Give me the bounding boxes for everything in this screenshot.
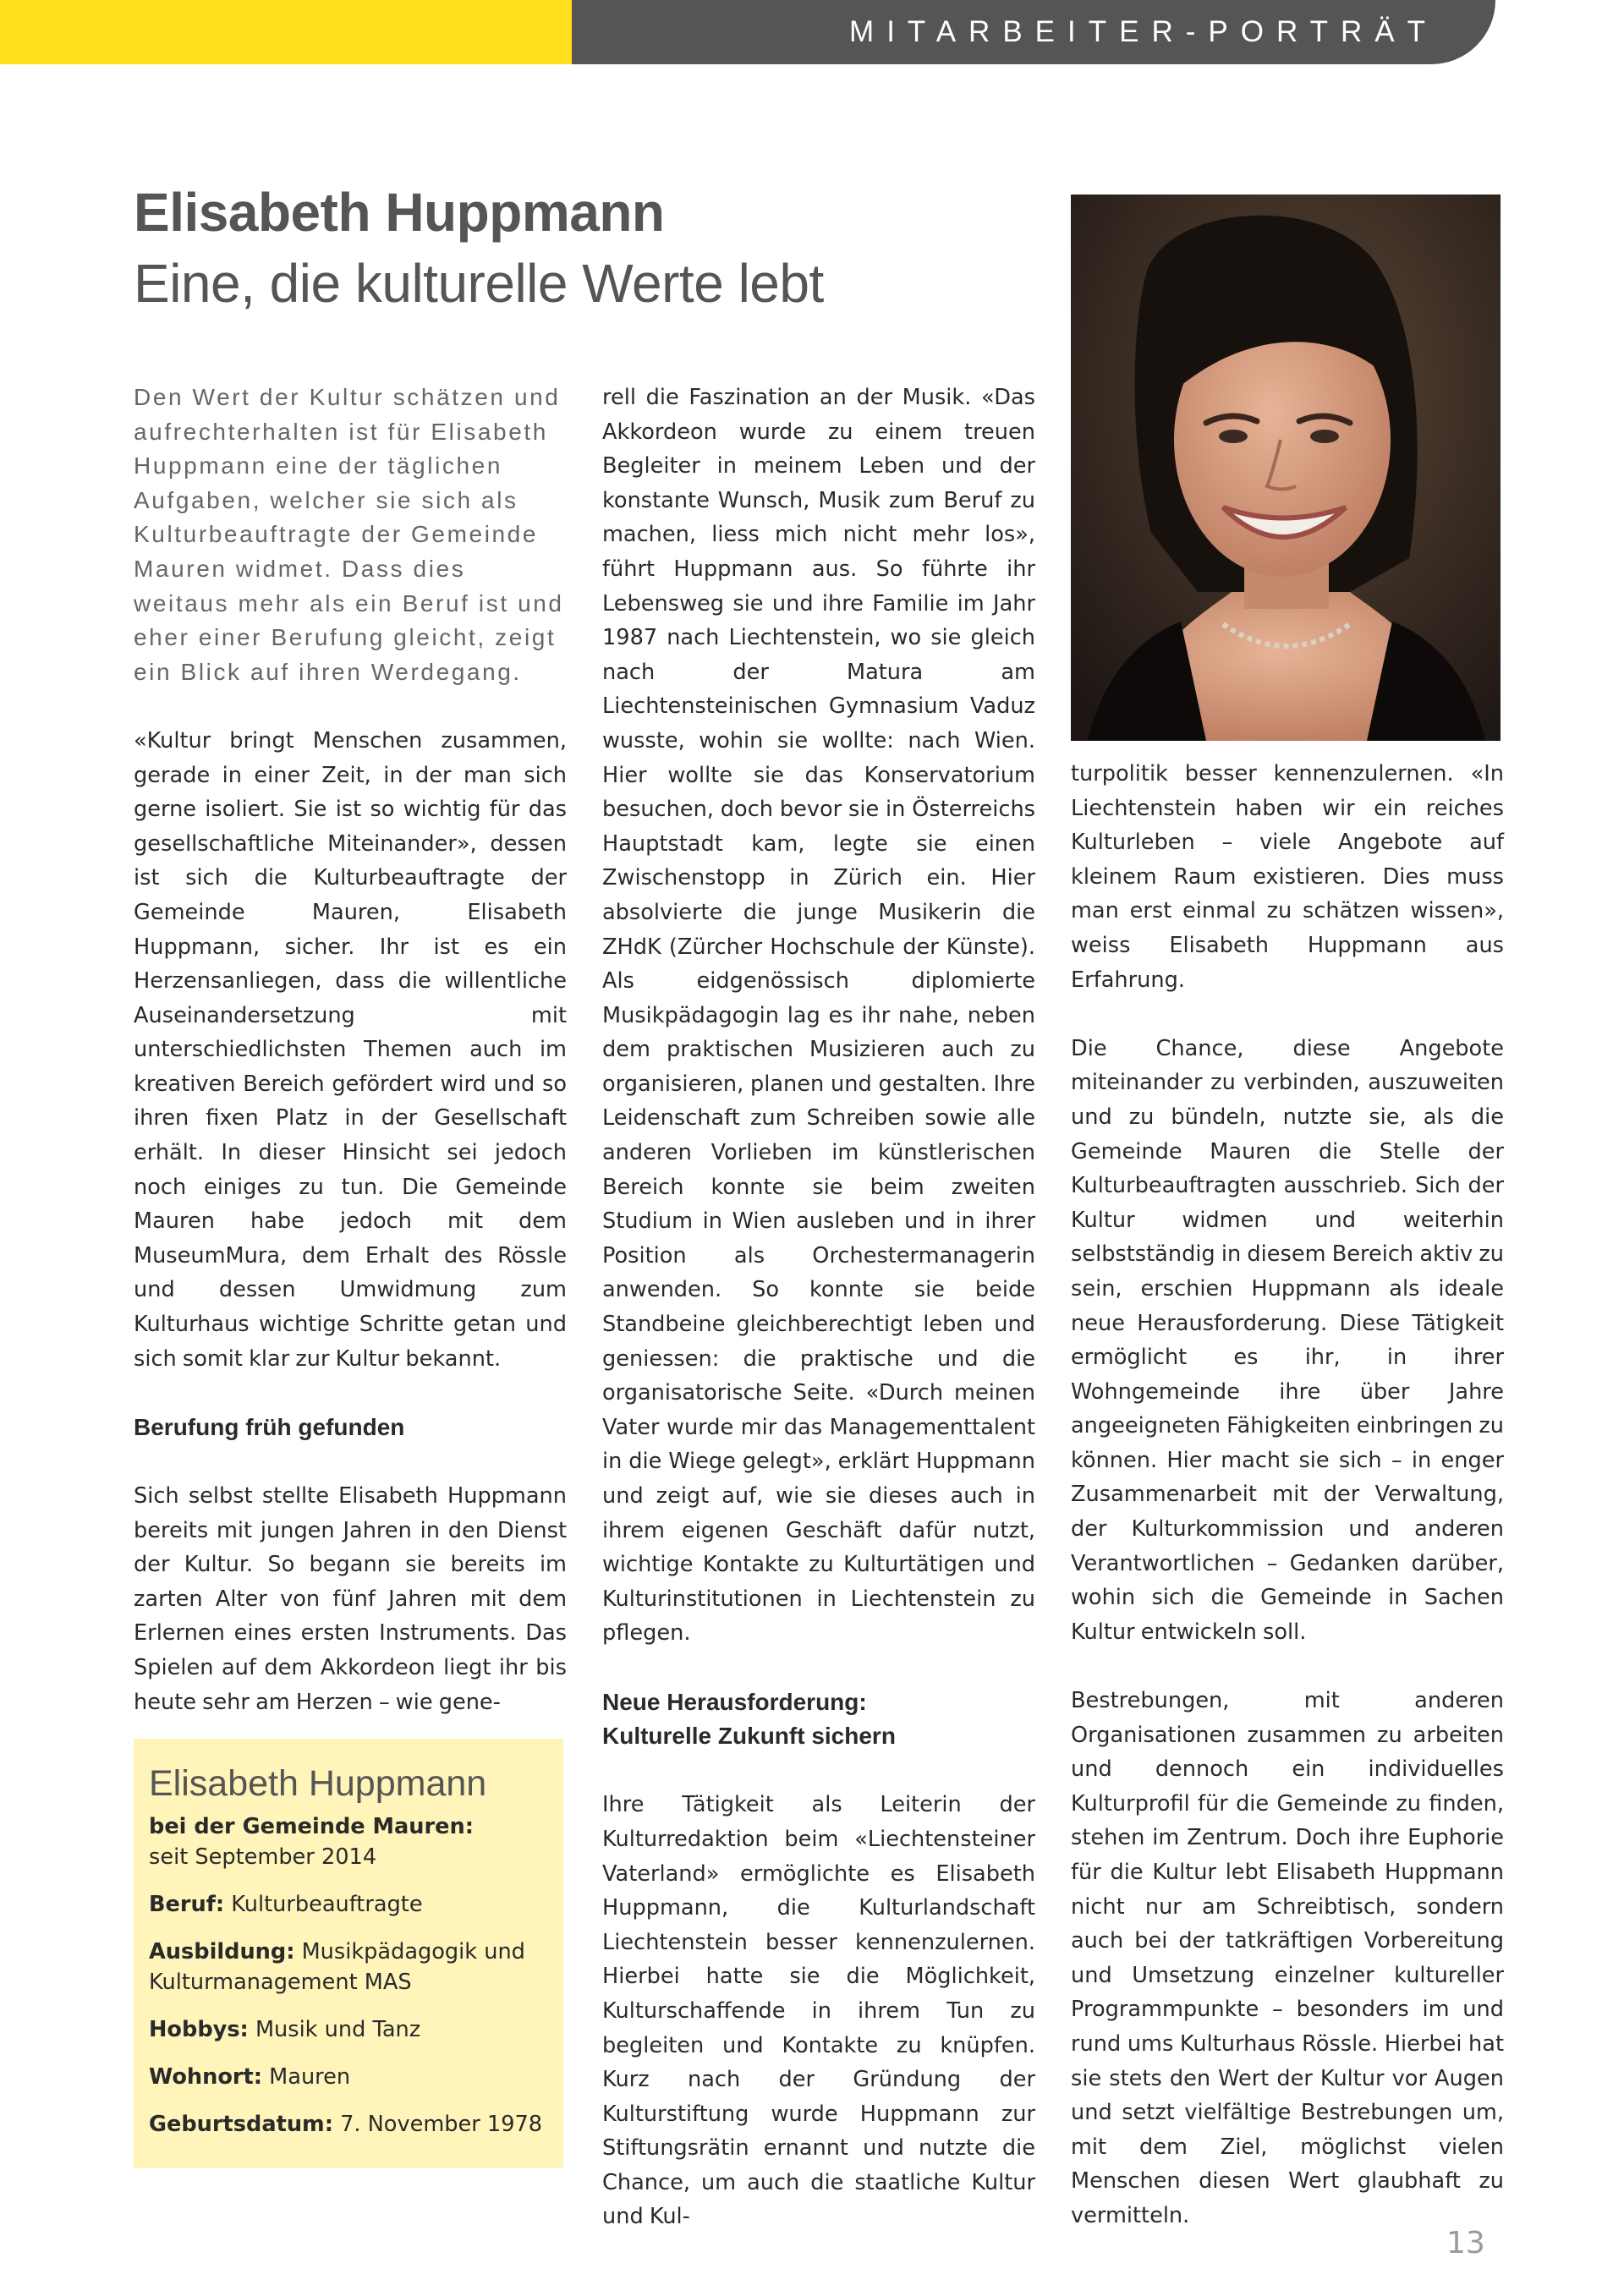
- body-paragraph: rell die Faszination an der Musik. «Das Akkordeon wurde zu einem treuen Begleiter in meinem Leben und der konstante Wunsch, Musik zum Beruf zu machen, liess mich nicht mehr los», führt Huppmann aus. So führte ihr Lebensweg sie und ihre Familie im Jahr 1987 nach Liechtenstein, wo sie gleich nach der Matura am Liechtensteinischen Gymnasium Vaduz wusste, wohin sie wollte: nach Wien. Hier wollte sie das Konservatorium besuchen, doch bevor sie in Österreichs Hauptstadt kam, legte sie einen Zwischenstopp in Zürich ein. Hier absolvierte die junge Musikerin die ZHdK (Zürcher Hochschule der Künste). Als eidgenössisch diplomierte Musikpädagogin lag es ihr nahe, neben dem praktischen Musizieren auch zu organisieren, planen und gestalten. Ihre Leidenschaft zum Schreiben sowie alle anderen Vorlieben im künstlerischen Bereich konnte sie beim zweiten Studium in Wien ausleben und in ihrer Position als Orchestermanagerin anwenden. So konnte sie beide Standbeine gleichberechtigt leben und geniessen: die praktische und die organisatorische Seite. «Durch meinen Vater wurde mir das Managementtalent in die Wiege gelegt», erklärt Huppmann und zeigt auf, wie sie dieses auch in ihrem eigenen Geschäft dafür nutzt, wichtige Kontakte zu Kulturtätigen und Kulturinstitutionen in Liechtenstein zu pflegen.: [602, 385, 1035, 1647]
- text-column-middle: [602, 381, 1035, 2234]
- fact-label: Wohnort:: [149, 2064, 263, 2090]
- fact-employer: [149, 1811, 548, 1872]
- body-paragraph: Ihre Tätigkeit als Leiterin der Kulturredaktion beim «Liechtensteiner Vaterland» ermöglichte es Elisabeth Huppmann, die Kulturlandschaft Liechtenstein besser kennenzulernen. Hierbei hatte sie die Möglichkeit, Kulturschaffende in ihrem Tun zu begleiten und Kontakte zu knüpfen. Kurz nach der Gründung der Kulturstiftung wurde Huppmann zur Stiftungsrätin ernannt und nutzte die Chance, um auch die staatliche Kultur und Kul-: [602, 1792, 1035, 2230]
- section-label: MITARBEITER-PORTRÄT: [572, 0, 1495, 64]
- fact-hobbies: [149, 2014, 548, 2045]
- fact-value: 7. November 1978: [340, 2112, 543, 2137]
- section-heading: Berufung früh gefunden: [134, 1413, 405, 1440]
- fact-label: bei der Gemeinde Mauren:: [149, 1814, 474, 1839]
- body-paragraph: Bestrebungen, mit anderen Organisationen zusammen zu arbeiten und dennoch ein individuelles Kulturprofil für die Gemeinde zu finden, stehen im Zentrum. Doch ihre Euphorie für die Kultur lebt Elisabeth Huppmann nicht nur am Schreibtisch, sondern auch bei der tatkräftigen Vorbereitung und Umsetzung einzelner kultureller Programmpunkte – besonders im und rund ums Kulturhaus Rössle. Hierbei hat sie stets den Wert der Kultur vor Augen und setzt vielfältige Bestrebungen um, mit dem Ziel, möglichst vielen Menschen diesen Wert glaubhaft zu vermitteln.: [1071, 1688, 1504, 2228]
- fact-value: Mauren: [269, 2064, 351, 2090]
- fact-value: Musik und Tanz: [255, 2017, 421, 2042]
- fact-value: Musikpädagogik und Kulturmanagement MAS: [149, 1939, 525, 1995]
- fact-job: [149, 1889, 548, 1920]
- fact-box-title: Elisabeth Huppmann: [149, 1763, 487, 1804]
- intro-paragraph: Den Wert der Kultur schätzen und aufrechterhalten ist für Elisabeth Huppmann eine der täglichen Aufgaben, welcher sie sich als Kulturbeauftragte der Gemeinde Mauren widmet. Dass dies weitaus mehr als ein Beruf ist und eher einer Berufung gleicht, zeigt ein Blick auf ihren Werdegang.: [134, 384, 564, 685]
- body-paragraph: turpolitik besser kennenzulernen. «In Liechtenstein haben wir ein reiches Kulturleben – viele Angebote auf kleinem Raum existieren. Dies muss man erst einmal zu schätzen wissen», weiss Elisabeth Huppmann aus Erfahrung.: [1071, 761, 1504, 993]
- body-paragraph: Sich selbst stellte Elisabeth Huppmann bereits mit jungen Jahren in den Dienst der Kultur. So begann sie bereits im zarten Alter von fünf Jahren mit dem Erlernen eines ersten Instruments. Das Spielen auf dem Akkordeon liegt ihr bis heute sehr am Herzen – wie gene-: [134, 1483, 567, 1715]
- fact-residence: [149, 2062, 548, 2092]
- body-paragraph: «Kultur bringt Menschen zusammen, gerade in einer Zeit, in der man sich gerne isoliert. Sie ist so wichtig für das gesellschaftliche Miteinander», dessen ist sich die Kulturbeauftragte der Gemeinde Mauren, Elisabeth Huppmann, sicher. Ihr ist es ein Herzensanliegen, dass die willentliche Auseinandersetzung mit unterschiedlichsten Themen auch im kreativen Bereich gefördert wird und so ihren fixen Platz in der Gesellschaft erhält. In dieser Hinsicht sei jedoch noch einiges zu tun. Die Gemeinde Mauren habe jedoch mit dem MuseumMura, dem Erhalt des Rössle und dessen Umwidmung zum Kulturhaus wichtige Schritte getan und sich somit klar zur Kultur bekannt.: [134, 727, 567, 1372]
- header-accent-bar: [0, 0, 572, 64]
- fact-value: seit September 2014: [149, 1844, 377, 1870]
- section-heading-line: Neue Herausforderung:: [602, 1688, 867, 1715]
- fact-label: Geburtsdatum:: [149, 2112, 333, 2137]
- portrait-photo: [1071, 195, 1501, 741]
- fact-label: Ausbildung:: [149, 1939, 295, 1964]
- article-subtitle: Eine, die kulturelle Werte lebt: [134, 253, 824, 314]
- body-paragraph: Die Chance, diese Angebote miteinander zu verbinden, auszuweiten und zu bündeln, nutzte sie, als die Gemeinde Mauren die Stelle der Kulturbeauftragten ausschrieb. Sich der Kultur widmen und weiterhin selbstständig in diesem Bereich aktiv zu sein, erschien Huppmann als ideale neue Herausforderung. Diese Tätigkeit ermöglicht es ihr, in ihrer Wohngemeinde ihre über Jahre angeeigneten Fähigkeiten einbringen zu können. Hier macht sie sich – in enger Zusammenarbeit mit der Verwaltung, der Kulturkommission und anderen Verantwortlichen – Gedanken darüber, wohin sich die Gemeinde in Sachen Kultur entwickeln soll.: [1071, 1035, 1504, 1645]
- fact-education: [149, 1937, 548, 1997]
- profile-fact-box: [134, 1739, 563, 2168]
- fact-birthdate: [149, 2109, 548, 2140]
- text-column-left: [134, 381, 567, 1719]
- fact-label: Hobbys:: [149, 2017, 249, 2042]
- page-number: 13: [1446, 2226, 1485, 2260]
- section-heading: [602, 1685, 1035, 1754]
- fact-value: Kulturbeauftragte: [231, 1892, 423, 1917]
- fact-label: Beruf:: [149, 1892, 225, 1917]
- article-title: Elisabeth Huppmann: [134, 182, 665, 243]
- text-column-right: [1071, 757, 1504, 2233]
- section-heading-line: Kulturelle Zukunft sichern: [602, 1723, 896, 1750]
